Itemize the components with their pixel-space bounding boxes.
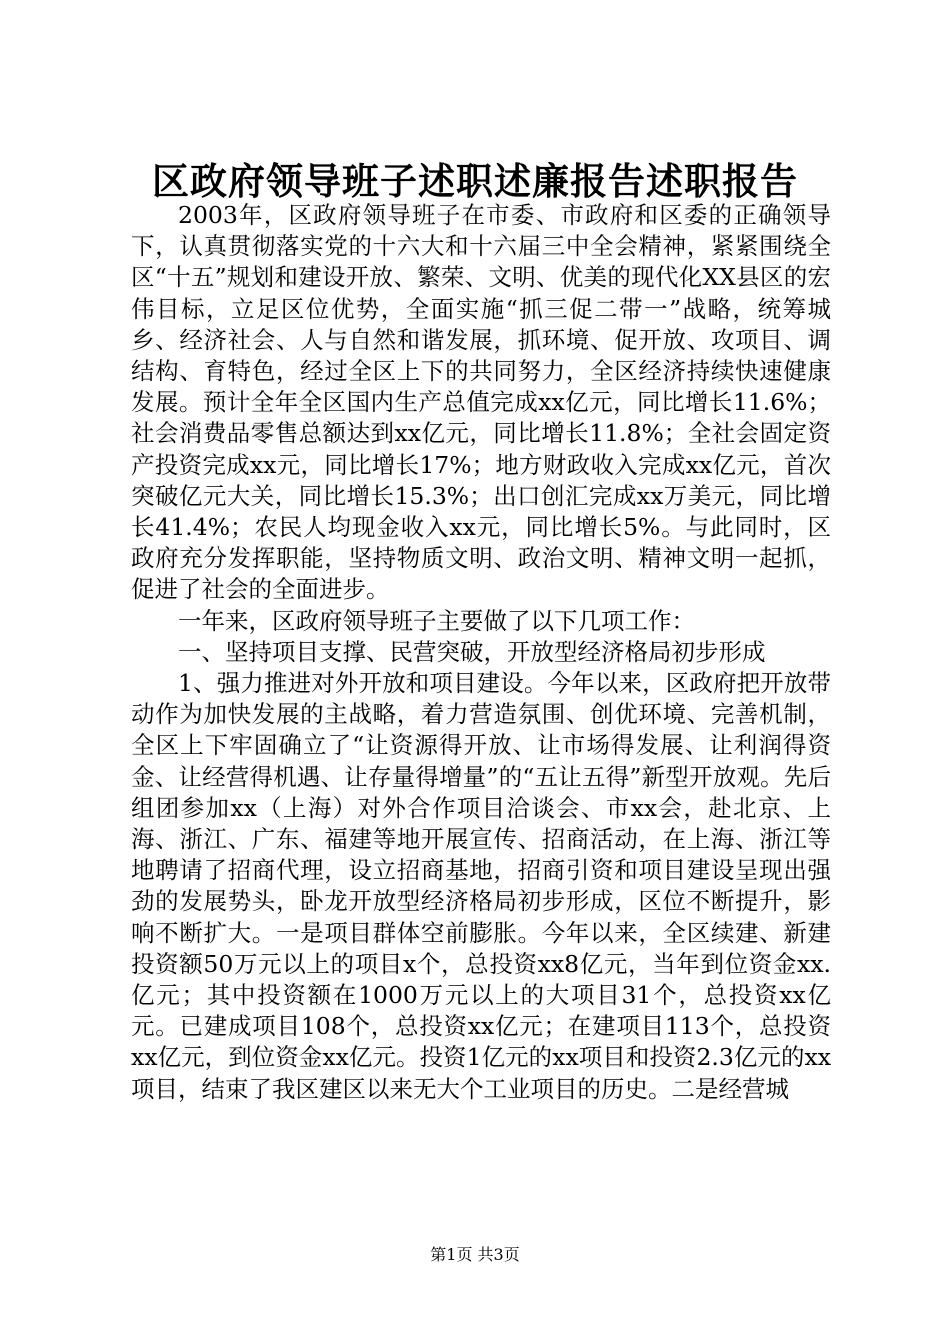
paragraph-intro: 2003年，区政府领导班子在市委、市政府和区委的正确领导下，认真贯彻落实党的十六大和十六届三中全会精神，紧紧围绕全区“十五”规划和建设开放、繁荣、文明、优美的现代化XX县区的宏伟目标，立足区位优势，全面实施“抓三促二带一”战略，统筹城乡、经济社会、人与自然和谐发展，抓环境、促开放、攻项目、调结构、育特色，经过全区上下的共同努力，全区经济持续快速健康发展。预计全年全区国内生产总值完成xx亿元，同比增长11.6%；社会消费品零售总额达到xx亿元，同比增长11.8%；全社会固定资产投资完成xx元，同比增长17%；地方财政收入完成xx亿元，首次突破亿元大关，同比增长15.3%；出口创汇完成xx万美元，同比增长41.4%；农民人均现金收入xx元，同比增长5%。与此同时，区政府充分发挥职能，坚持物质文明、政治文明、精神文明一起抓，促进了社会的全面进步。 bbox=[131, 201, 831, 604]
page-footer: 第1页 共3页 bbox=[430, 1245, 520, 1264]
document-title: 区政府领导班子述职述廉报告述职报告 bbox=[152, 159, 798, 203]
paragraph-summary: 一年来，区政府领导班子主要做了以下几项工作： bbox=[178, 606, 695, 635]
paragraph-section-1-1: 1、强力推进对外开放和项目建设。今年以来，区政府把开放带动作为加快发展的主战略，着力营造氛围、创优环境、完善机制，全区上下牢固确立了“让资源得开放、让市场得发展、让利润得资金、让经营得机遇、让存量得增量”的“五让五得”新型开放观。先后组团参加xx（上海）对外合作项目洽谈会、市xx会，赴北京、上海、浙江、广东、福建等地开展宣传、招商活动，在上海、浙江等地聘请了招商代理，设立招商基地，招商引资和项目建设呈现出强劲的发展势头，卧龙开放型经济格局初步形成，区位不断提升，影响不断扩大。一是项目群体空前膨胀。今年以来，全区续建、新建投资额50万元以上的项目x个，总投资xx8亿元，当年到位资金xx.亿元；其中投资额在1000万元以上的大项目31个，总投资xx亿元。已建成项目108个，总投资xx亿元；在建项目113个，总投资xx亿元，到位资金xx亿元。投资1亿元的xx项目和投资2.3亿元的xx项目，结束了我区建区以来无大个工业项目的历史。二是经营城 bbox=[131, 669, 831, 1103]
section-heading-1: 一、坚持项目支撑、民营突破，开放型经济格局初步形成 bbox=[178, 637, 766, 666]
document-body bbox=[131, 200, 831, 1105]
